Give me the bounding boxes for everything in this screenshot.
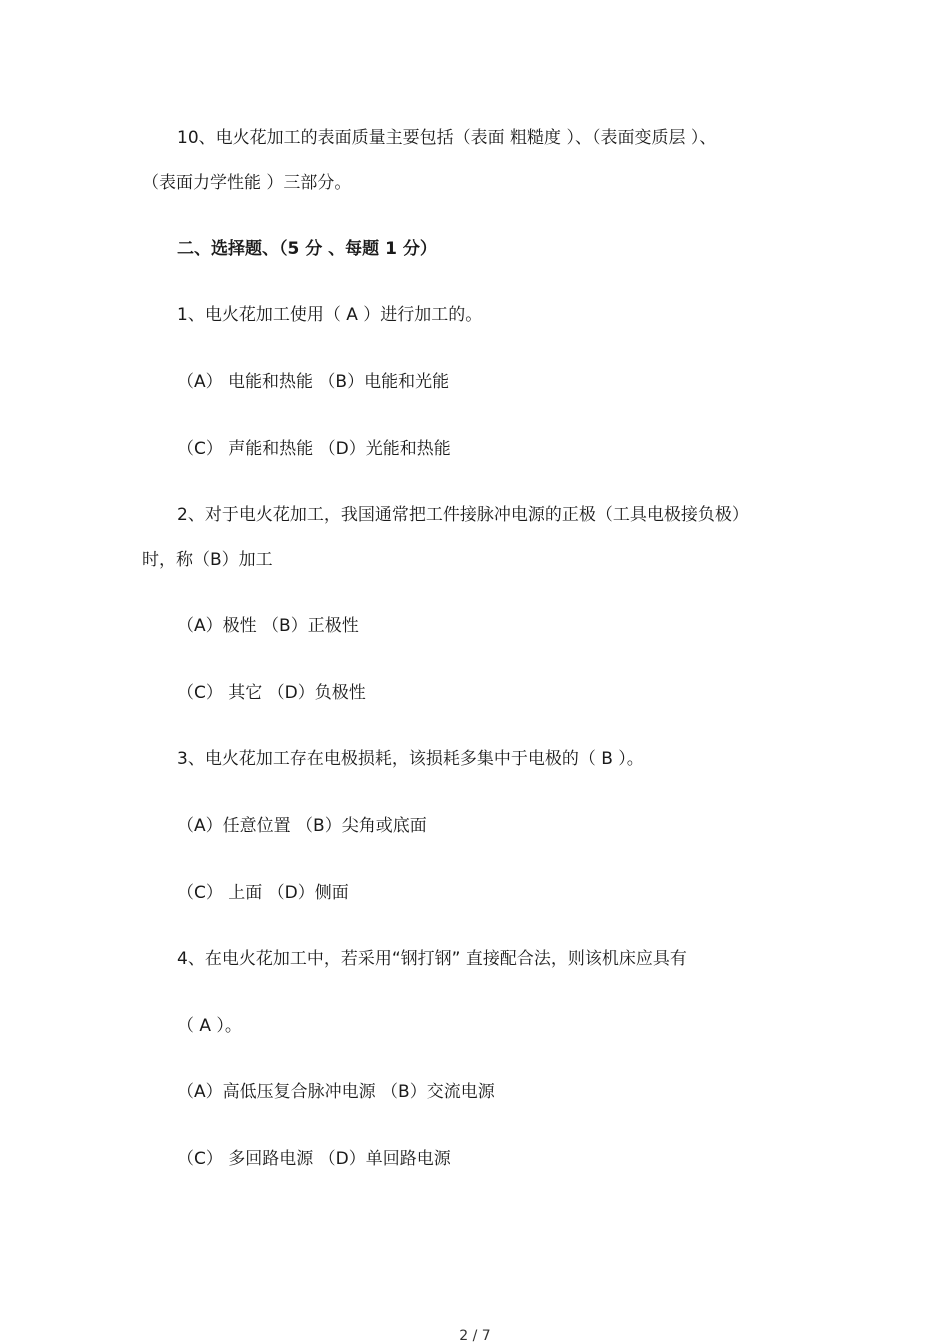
section-heading-choice: 二、选择题、（5 分 、每题 1 分） bbox=[177, 239, 437, 259]
q2-options-cd: （C） 其它 （D）负极性 bbox=[177, 683, 366, 703]
q4-options-ab: （A）高低压复合脉冲电源 （B）交流电源 bbox=[177, 1082, 495, 1102]
q3-options-ab: （A）任意位置 （B）尖角或底面 bbox=[177, 816, 427, 836]
q3-options-cd: （C） 上面 （D）侧面 bbox=[177, 883, 349, 903]
q1-text: 1、电火花加工使用（ A ）进行加工的。 bbox=[177, 305, 483, 325]
q4-text-line1: 4、在电火花加工中，若采用“钢打钢” 直接配合法，则该机床应具有 bbox=[177, 949, 687, 969]
q1-options-ab: （A） 电能和热能 （B）电能和光能 bbox=[177, 372, 450, 392]
q1-options-cd: （C） 声能和热能 （D）光能和热能 bbox=[177, 439, 451, 459]
q2-options-ab: （A）极性 （B）正极性 bbox=[177, 616, 359, 636]
q3-text: 3、电火花加工存在电极损耗，该损耗多集中于电极的（ B ）。 bbox=[177, 749, 644, 769]
page-number: 2 / 7 bbox=[459, 1328, 491, 1344]
q4-options-cd: （C） 多回路电源 （D）单回路电源 bbox=[177, 1149, 451, 1169]
q4-text-line2: （ A ）。 bbox=[177, 1016, 242, 1036]
q2-text-line2: 时，称（B）加工 bbox=[142, 550, 273, 570]
q10-text-line1: 10、电火花加工的表面质量主要包括（表面 粗糙度 ）、（表面变质层 ）、 bbox=[177, 128, 717, 148]
q2-text-line1: 2、对于电火花加工，我国通常把工件接脉冲电源的正极（工具电极接负极） bbox=[177, 505, 749, 525]
q10-text-line2: （表面力学性能 ）三部分。 bbox=[142, 173, 352, 193]
